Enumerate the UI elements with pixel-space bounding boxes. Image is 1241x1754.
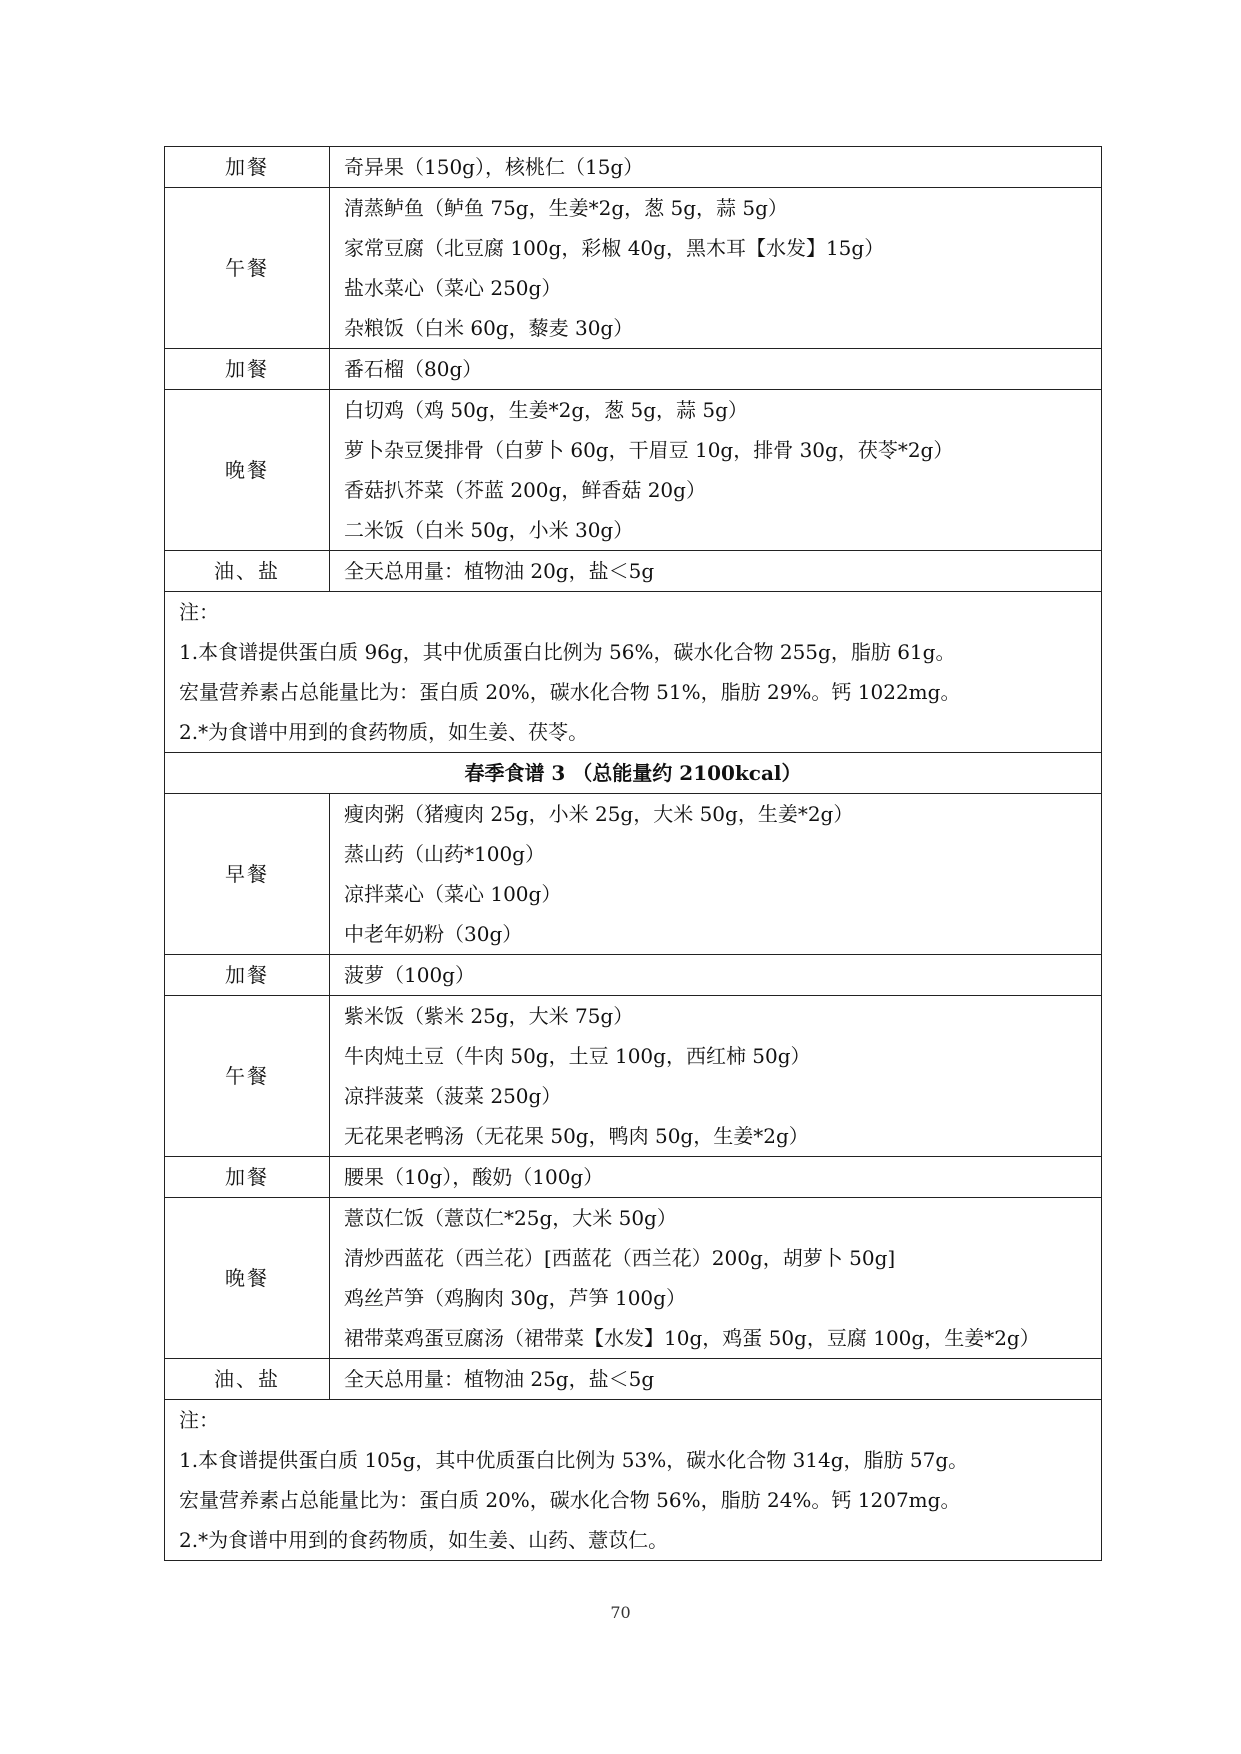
meal-items [330, 794, 1102, 955]
meal-label: 晚餐 [165, 1198, 330, 1359]
dish-item: 紫米饭（紫米 25g，大米 75g） [344, 1004, 634, 1028]
note-line: 注： [179, 1408, 219, 1432]
meal-items [330, 1198, 1102, 1359]
meal-row [165, 955, 1102, 996]
dish-item: 瘦肉粥（猪瘦肉 25g，小米 25g，大米 50g，生姜*2g） [344, 802, 854, 826]
meal-row [165, 1198, 1102, 1359]
meal-label: 加餐 [165, 349, 330, 390]
meal-row [165, 188, 1102, 349]
meal-row [165, 390, 1102, 551]
dish-item: 香菇扒芥菜（芥蓝 200g，鲜香菇 20g） [344, 478, 706, 502]
dish-item: 白切鸡（鸡 50g，生姜*2g，葱 5g，蒜 5g） [344, 398, 748, 422]
dish-item: 全天总用量：植物油 20g，盐＜5g [344, 559, 655, 583]
meal-row [165, 1359, 1102, 1400]
meal-items [330, 551, 1102, 592]
note-line: 1.本食谱提供蛋白质 96g，其中优质蛋白比例为 56%，碳水化合物 255g，脂肪 61g。 [179, 640, 956, 664]
dish-item: 腰果（10g），酸奶（100g） [344, 1165, 604, 1189]
dish-item: 家常豆腐（北豆腐 100g，彩椒 40g，黑木耳【水发】15g） [344, 236, 885, 260]
dish-item: 二米饭（白米 50g，小米 30g） [344, 518, 634, 542]
meal-row [165, 551, 1102, 592]
meal-items [330, 390, 1102, 551]
meal-items [330, 349, 1102, 390]
dish-item: 薏苡仁饭（薏苡仁*25g，大米 50g） [344, 1206, 677, 1230]
dish-item: 牛肉炖土豆（牛肉 50g，土豆 100g，西红柿 50g） [344, 1044, 811, 1068]
dish-item: 杂粮饭（白米 60g，藜麦 30g） [344, 316, 634, 340]
meal-label: 加餐 [165, 1157, 330, 1198]
meal-row [165, 996, 1102, 1157]
dish-item: 凉拌菠菜（菠菜 250g） [344, 1084, 562, 1108]
meal-row [165, 147, 1102, 188]
dish-item: 清炒西蓝花（西兰花）[西蓝花（西兰花）200g，胡萝卜 50g] [344, 1246, 896, 1270]
meal-items [330, 147, 1102, 188]
meal-label: 晚餐 [165, 390, 330, 551]
dish-item: 鸡丝芦笋（鸡胸肉 30g，芦笋 100g） [344, 1286, 686, 1310]
recipe-title-row [165, 753, 1102, 794]
meal-label: 油、盐 [165, 1359, 330, 1400]
meal-items [330, 188, 1102, 349]
dish-item: 奇异果（150g），核桃仁（15g） [344, 155, 644, 179]
meal-items [330, 1359, 1102, 1400]
dish-item: 萝卜杂豆煲排骨（白萝卜 60g，干眉豆 10g，排骨 30g，茯苓*2g） [344, 438, 954, 462]
dish-item: 盐水菜心（菜心 250g） [344, 276, 562, 300]
note-line: 1.本食谱提供蛋白质 105g，其中优质蛋白比例为 53%，碳水化合物 314g，脂肪 57g。 [179, 1448, 969, 1472]
notes-row [165, 1400, 1102, 1561]
dish-item: 番石榴（80g） [344, 357, 483, 381]
note-line: 2.*为食谱中用到的食药物质，如生姜、茯苓。 [179, 720, 589, 744]
meal-label: 加餐 [165, 147, 330, 188]
meal-row [165, 1157, 1102, 1198]
dish-item: 无花果老鸭汤（无花果 50g，鸭肉 50g，生姜*2g） [344, 1124, 809, 1148]
note-line: 注： [179, 600, 219, 624]
meal-label: 午餐 [165, 188, 330, 349]
meal-items [330, 1157, 1102, 1198]
meal-row [165, 349, 1102, 390]
dish-item: 蒸山药（山药*100g） [344, 842, 545, 866]
recipe-table [164, 146, 1102, 1561]
recipe-title: 春季食谱 3 （总能量约 2100kcal） [165, 753, 1102, 794]
dish-item: 全天总用量：植物油 25g，盐＜5g [344, 1367, 655, 1391]
meal-label: 早餐 [165, 794, 330, 955]
dish-item: 裙带菜鸡蛋豆腐汤（裙带菜【水发】10g，鸡蛋 50g，豆腐 100g，生姜*2g） [344, 1326, 1040, 1350]
note-line: 宏量营养素占总能量比为：蛋白质 20%，碳水化合物 56%，脂肪 24%。钙 1207mg。 [179, 1488, 961, 1512]
notes-cell [165, 1400, 1102, 1561]
note-line: 宏量营养素占总能量比为：蛋白质 20%，碳水化合物 51%，脂肪 29%。钙 1022mg。 [179, 680, 961, 704]
dish-item: 中老年奶粉（30g） [344, 922, 523, 946]
page-number: 70 [610, 1603, 631, 1622]
dish-item: 清蒸鲈鱼（鲈鱼 75g，生姜*2g，葱 5g，蒜 5g） [344, 196, 788, 220]
meal-label: 午餐 [165, 996, 330, 1157]
meal-items [330, 996, 1102, 1157]
notes-cell [165, 592, 1102, 753]
dish-item: 凉拌菜心（菜心 100g） [344, 882, 562, 906]
note-line: 2.*为食谱中用到的食药物质，如生姜、山药、薏苡仁。 [179, 1528, 669, 1552]
meal-label: 油、盐 [165, 551, 330, 592]
meal-row [165, 794, 1102, 955]
meal-items [330, 955, 1102, 996]
meal-label: 加餐 [165, 955, 330, 996]
notes-row [165, 592, 1102, 753]
dish-item: 菠萝（100g） [344, 963, 475, 987]
